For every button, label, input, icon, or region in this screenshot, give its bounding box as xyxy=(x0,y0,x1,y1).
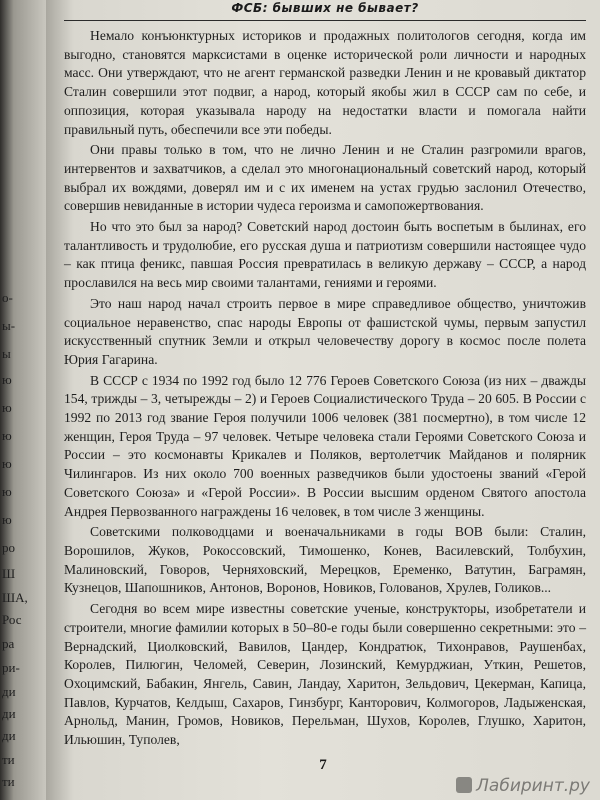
paragraph: Это наш народ начал строить первое в мире справедливое общество, уничтожив социальное неравенство, спас народы Европы от фашистской чумы, первым запустил искусственный спутник Земли и открыл человечеству дорогу в космос после полета Юрия Гагарина. xyxy=(64,295,586,367)
paragraph: Немало конъюнктурных историков и продажных политологов сегодня, когда им выгодно, становятся марксистами в оценке исторической роли личности и народных масс. Они утверждают, что не агент германской разведки Ленин и не кровавый диктатор Сталин совершили этот подвиг, а народ, который якобы жил в СССР сам по себе, и оппозиция, которая указывала народу на недостатки власти и помогала найти правильный путь, обеспечили все эти победы. xyxy=(64,28,586,137)
paragraph: Сегодня во всем мире известны советские ученые, конструкторы, изобретатели и строители, многие фамилии которых в 50–80-е годы были совершенно секретными: это – Вернадский, Циолковский, Вавилов, Цандер, Кондратюк, Тихонравов, Раушенбах, Королев, Пилюгин, Челомей, Северин, Лозинский, Кемурджиан, Уткин, Решетов, Охоцимский, Бабакин, Янгель, Савин, Ландау, Харитон, Зельдович, Цекерман, Капица, Павлов, Курчатов, Келдыш, Сахаров, Гинзбург, Канторович, Колмогоров, Ладыженская, Арнольд, Манин, Громов, Новиков, Перельман, Шухов, Королев, Глушко, Харитон, Ильюшин, Туполев, xyxy=(64,601,586,748)
left-page-fragment: ти xyxy=(2,752,15,767)
watermark-text: Лабиринт.ру xyxy=(476,776,590,796)
labirint-logo-icon xyxy=(456,777,472,793)
left-page-fragment: ю xyxy=(2,456,12,471)
paragraph: Но что это был за народ? Советский народ достоин быть воспетым в былинах, его талантливость и трудолюбие, его русская душа и патриотизм совершили настоящее чудо – как птица феникс, павшая Россия превратилась в великую державу – СССР, а народ прославился на весь мир своими талантами, гениями и героями. xyxy=(64,219,586,291)
left-page-fragment: ю xyxy=(2,428,12,443)
left-page-fragment: ША, xyxy=(2,590,28,605)
left-page-fragment: ри- xyxy=(2,660,20,675)
left-page-fragment: ы- xyxy=(2,318,16,333)
adjacent-left-page xyxy=(0,0,46,800)
left-page-fragment: ю xyxy=(2,372,12,387)
left-page-fragment: ди xyxy=(2,728,16,743)
page-body xyxy=(46,21,600,750)
left-page-fragment: Ш xyxy=(2,566,16,581)
watermark xyxy=(456,776,590,796)
page-number: 7 xyxy=(319,757,327,773)
left-page-fragment: ди xyxy=(2,706,16,721)
paragraph: Они правы только в том, что не лично Ленин и не Сталин разгромили врагов, интервентов и захватчиков, а сделал это многонациональный советский народ, который выбрал их вождями, доверял им и с их именем на устах грудью заслонил Отечество, совершив невиданные в истории чудеса героизма и самопожертвования. xyxy=(64,142,586,214)
left-page-fragment: о- xyxy=(2,290,13,305)
book-page xyxy=(46,0,600,800)
left-page-fragment: ю xyxy=(2,400,12,415)
left-page-fragment: ы xyxy=(2,346,11,361)
paragraph: В СССР с 1934 по 1992 год было 12 776 Героев Советского Союза (из них – дважды 154, трижды – 3, четырежды – 2) и Героев Социалистического Труда – 20 605. В России с 1992 по 2013 год звание Героя получили 1006 человек (381 посмертно), в том числе 12 женщин, Героя Труда – 97 человек. Четыре человека стали Героями Советского Союза и России – это космонавты Крикалев и Поляков, вертолетчик Майданов и полярник Чилингаров. Из них около 700 военных разведчиков были удостоены званий «Герой Советского Союза» и «Герой России». В России высшим орденом Святого апостола Андрея Первозванного награждены 16 человек, в том числе 3 женщины. xyxy=(64,372,586,519)
paragraph: Советскими полководцами и военачальниками в годы ВОВ были: Сталин, Ворошилов, Жуков, Рокоссовский, Тимошенко, Конев, Василевский, Толбухин, Малиновский, Говоров, Черняховский, Мерецков, Еременко, Ватутин, Баграмян, Кузнецов, Шапошников, Антонов, Воронов, Новиков, Голованов, Хрулев, Голиков... xyxy=(64,524,586,596)
left-page-fragment: Рос xyxy=(2,612,22,627)
left-page-fragment: ро xyxy=(2,540,15,555)
left-page-fragment: ди xyxy=(2,684,16,699)
left-page-fragment: ти xyxy=(2,774,15,789)
left-page-fragment: ю xyxy=(2,512,12,527)
left-page-fragment: ю xyxy=(2,484,12,499)
running-header: ФСБ: бывших не бывает? xyxy=(64,0,586,21)
left-page-fragment: ра xyxy=(2,636,15,651)
